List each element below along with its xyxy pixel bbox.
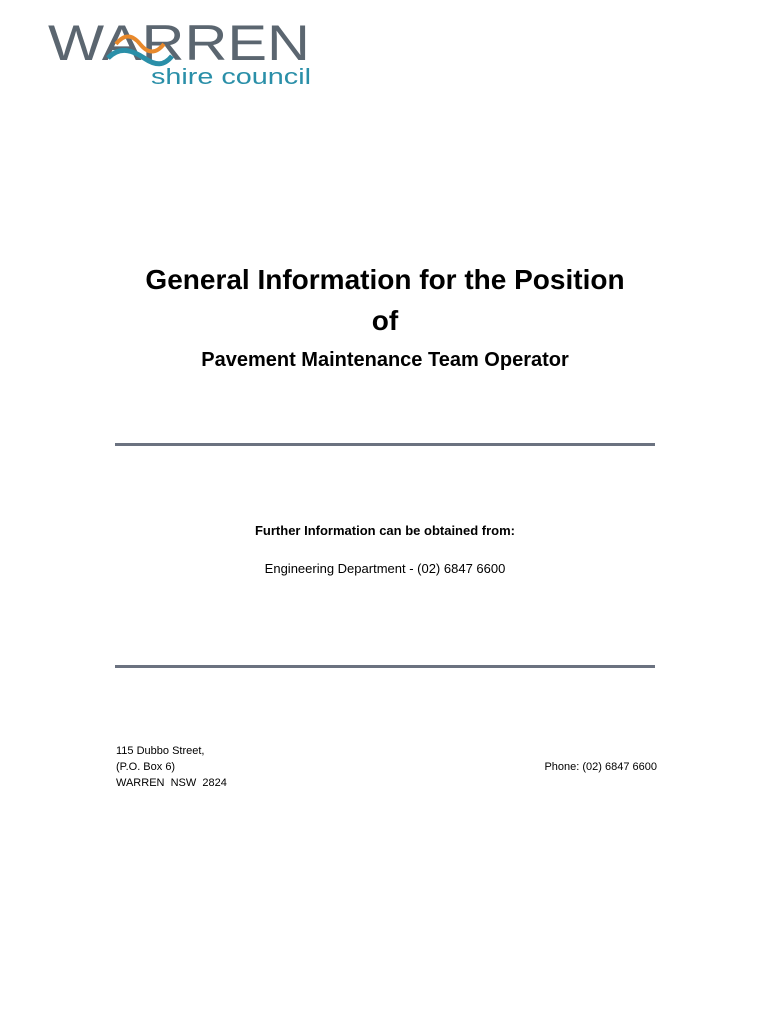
address-line: (P.O. Box 6) xyxy=(116,761,176,773)
position-title: Pavement Maintenance Team Operator xyxy=(201,349,569,371)
divider-top xyxy=(115,443,655,446)
warren-shire-council-logo xyxy=(48,18,318,90)
page-title-line-1: General Information for the Position xyxy=(145,264,625,295)
divider-bottom xyxy=(115,665,655,668)
page-title-line-2: of xyxy=(371,305,399,336)
logo-graphic xyxy=(48,18,318,90)
phone-number: Phone: (02) 6847 6600 xyxy=(544,761,657,773)
address-line: WARREN NSW 2824 xyxy=(116,777,227,789)
further-info-heading: Further Information can be obtained from: xyxy=(254,523,515,538)
address-line: 115 Dubbo Street, xyxy=(116,745,205,757)
postal-address xyxy=(116,743,227,791)
logo-wordmark: WARREN xyxy=(48,18,310,71)
logo-tagline: shire council xyxy=(151,64,311,89)
further-info-contact: Engineering Department - (02) 6847 6600 xyxy=(264,561,506,576)
